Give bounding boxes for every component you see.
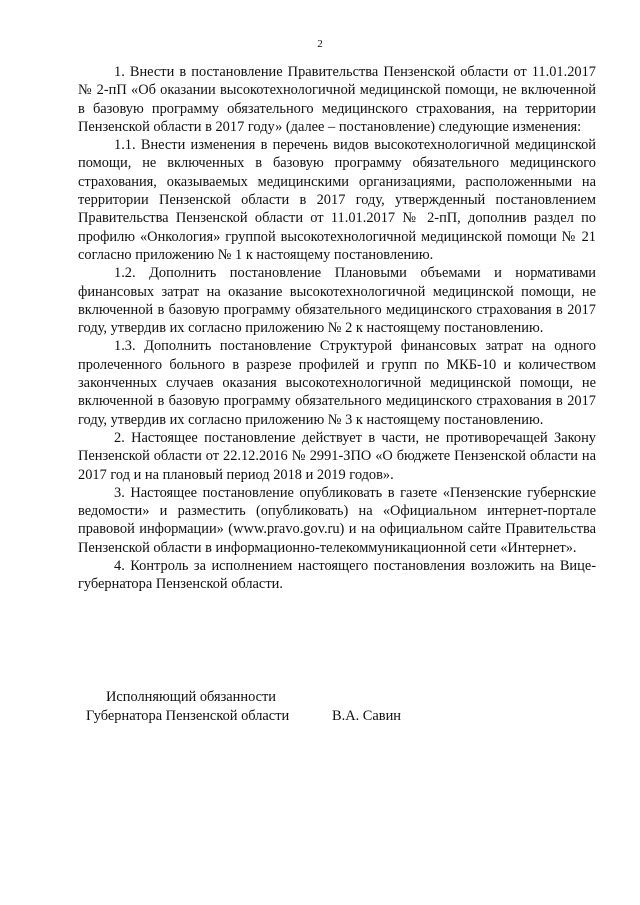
signature-row <box>86 707 526 726</box>
paragraph-4: 4. Контроль за исполнением настоящего постановления возложить на Вице-губернатора Пензенской области. <box>78 558 596 593</box>
page-number: 2 <box>317 38 323 50</box>
paragraph-1-1: 1.1. Внести изменения в перечень видов высокотехнологичной медицинской помощи, не включенных в базовую программу обязательного медицинского страхования, оказываемых медицинскими организациями, расположенными на территории Пензенской области в 2017 году, утвержденный постановлением Правительства Пензенской области от 11.01.2017 № 2-пП, дополнив раздел по профилю «Онкология» группой высокотехнологичной медицинской помощи № 21 согласно приложению № 1 к настоящему постановлению. <box>78 137 596 263</box>
signature-block <box>86 688 526 726</box>
paragraph-3: 3. Настоящее постановление опубликовать в газете «Пензенские губернские ведомости» и разместить (опубликовать) на «Официальном интернет-портале правовой информации» (www.pravo.gov.ru) и на официальном сайте Правительства Пензенской области в информационно-телекоммуникационной сети «Интернет». <box>78 484 596 556</box>
signature-name: В.А. Савин <box>332 708 401 724</box>
paragraph-2: 2. Настоящее постановление действует в части, не противоречащей Закону Пензенской области от 22.12.2016 № 2991-ЗПО «О бюджете Пензенской области на 2017 год и на плановый период 2018 и 2019 годов». <box>78 429 596 483</box>
paragraph-1-2: 1.2. Дополнить постановление Плановыми объемами и нормативами финансовых затрат на оказание высокотехнологичной медицинской помощи, не включенной в базовую программу обязательного медицинского страхования в 2017 году, утвердив их согласно приложению № 2 к настоящему постановлению. <box>78 265 596 337</box>
signature-acting-title: Исполняющий обязанности <box>106 689 277 705</box>
document-body <box>78 63 596 594</box>
signature-position: Губернатора Пензенской области <box>86 708 290 724</box>
paragraph-1-3: 1.3. Дополнить постановление Структурой финансовых затрат на одного пролеченного больного в разрезе профилей и групп по МКБ-10 и количеством законченных случаев оказания высокотехнологичной медицинской помощи, не включенной в базовую программу обязательного медицинского страхования в 2017 году, утвердив их согласно приложению № 3 к настоящему постановлению. <box>78 338 596 428</box>
paragraph-1: 1. Внести в постановление Правительства Пензенской области от 11.01.2017 № 2-пП «Об оказании высокотехнологичной медицинской помощи, не включенной в базовую программу обязательного медицинского страхования, на территории Пензенской области в 2017 году» (далее – постановление) следующие изменения: <box>78 64 596 135</box>
